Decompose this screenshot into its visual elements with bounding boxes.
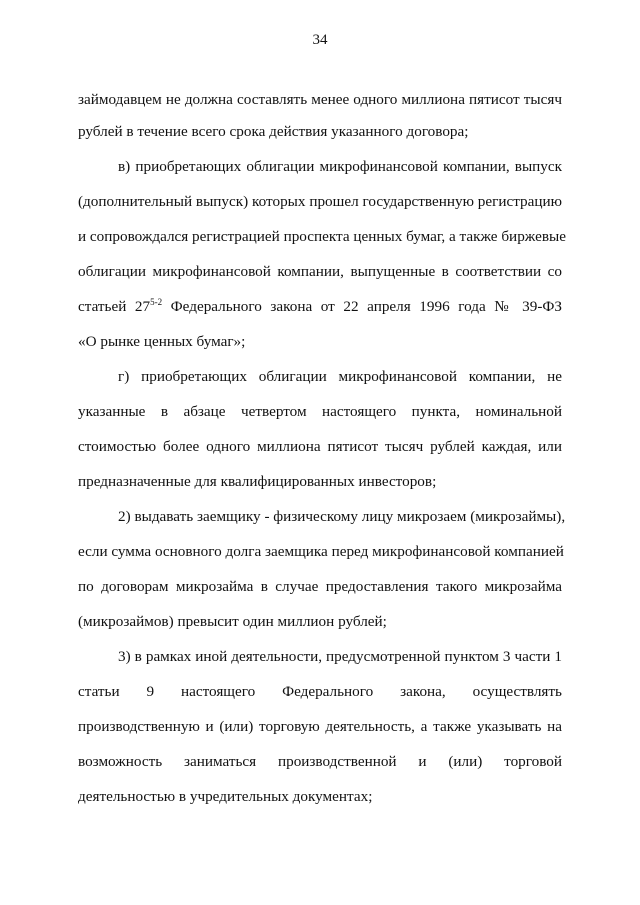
- text-line: рублей в течение всего срока действия указанного договора;: [78, 123, 469, 140]
- text-fragment: статьей 27: [78, 298, 151, 315]
- text-line: по договорам микрозайма в случае предоставления такого микрозайма: [78, 578, 562, 595]
- text-line: (дополнительный выпуск) которых прошел государственную регистрацию: [78, 193, 562, 210]
- text-line: возможность заниматься производственной и (или) торговой: [78, 753, 562, 770]
- text-line: «О рынке ценных бумаг»;: [78, 333, 246, 350]
- text-line: облигации микрофинансовой компании, выпущенные в соответствии со: [78, 263, 562, 280]
- text-line: 3) в рамках иной деятельности, предусмотренной пунктом 3 части 1: [118, 648, 562, 665]
- superscript: 5-2: [150, 297, 163, 307]
- text-line: (микрозаймов) превысит один миллион рублей;: [78, 613, 387, 630]
- text-line: указанные в абзаце четвертом настоящего пункта, номинальной: [78, 403, 562, 420]
- text-fragment: Федерального закона от 22 апреля 1996 года № 39-ФЗ: [162, 298, 562, 315]
- text-line: деятельностью в учредительных документах;: [78, 788, 373, 805]
- text-line: займодавцем не должна составлять менее одного миллиона пятисот тысяч: [78, 91, 562, 108]
- text-line: если сумма основного долга заемщика перед микрофинансовой компанией: [78, 543, 564, 560]
- page-number: 34: [312, 32, 328, 48]
- text-line: производственную и (или) торговую деятельность, а также указывать на: [78, 718, 562, 735]
- text-line: статьи 9 настоящего Федерального закона, осуществлять: [78, 683, 562, 700]
- text-line: [78, 297, 562, 317]
- text-line: стоимостью более одного миллиона пятисот тысяч рублей каждая, или: [78, 438, 562, 455]
- text-line: в) приобретающих облигации микрофинансовой компании, выпуск: [118, 158, 562, 175]
- text-line: предназначенные для квалифицированных инвесторов;: [78, 473, 437, 490]
- text-line: 2) выдавать заемщику - физическому лицу микрозаем (микрозаймы),: [118, 508, 566, 525]
- text-line: г) приобретающих облигации микрофинансовой компании, не: [118, 368, 562, 385]
- text-line: и сопровождался регистрацией проспекта ценных бумаг, а также биржевые: [78, 228, 566, 245]
